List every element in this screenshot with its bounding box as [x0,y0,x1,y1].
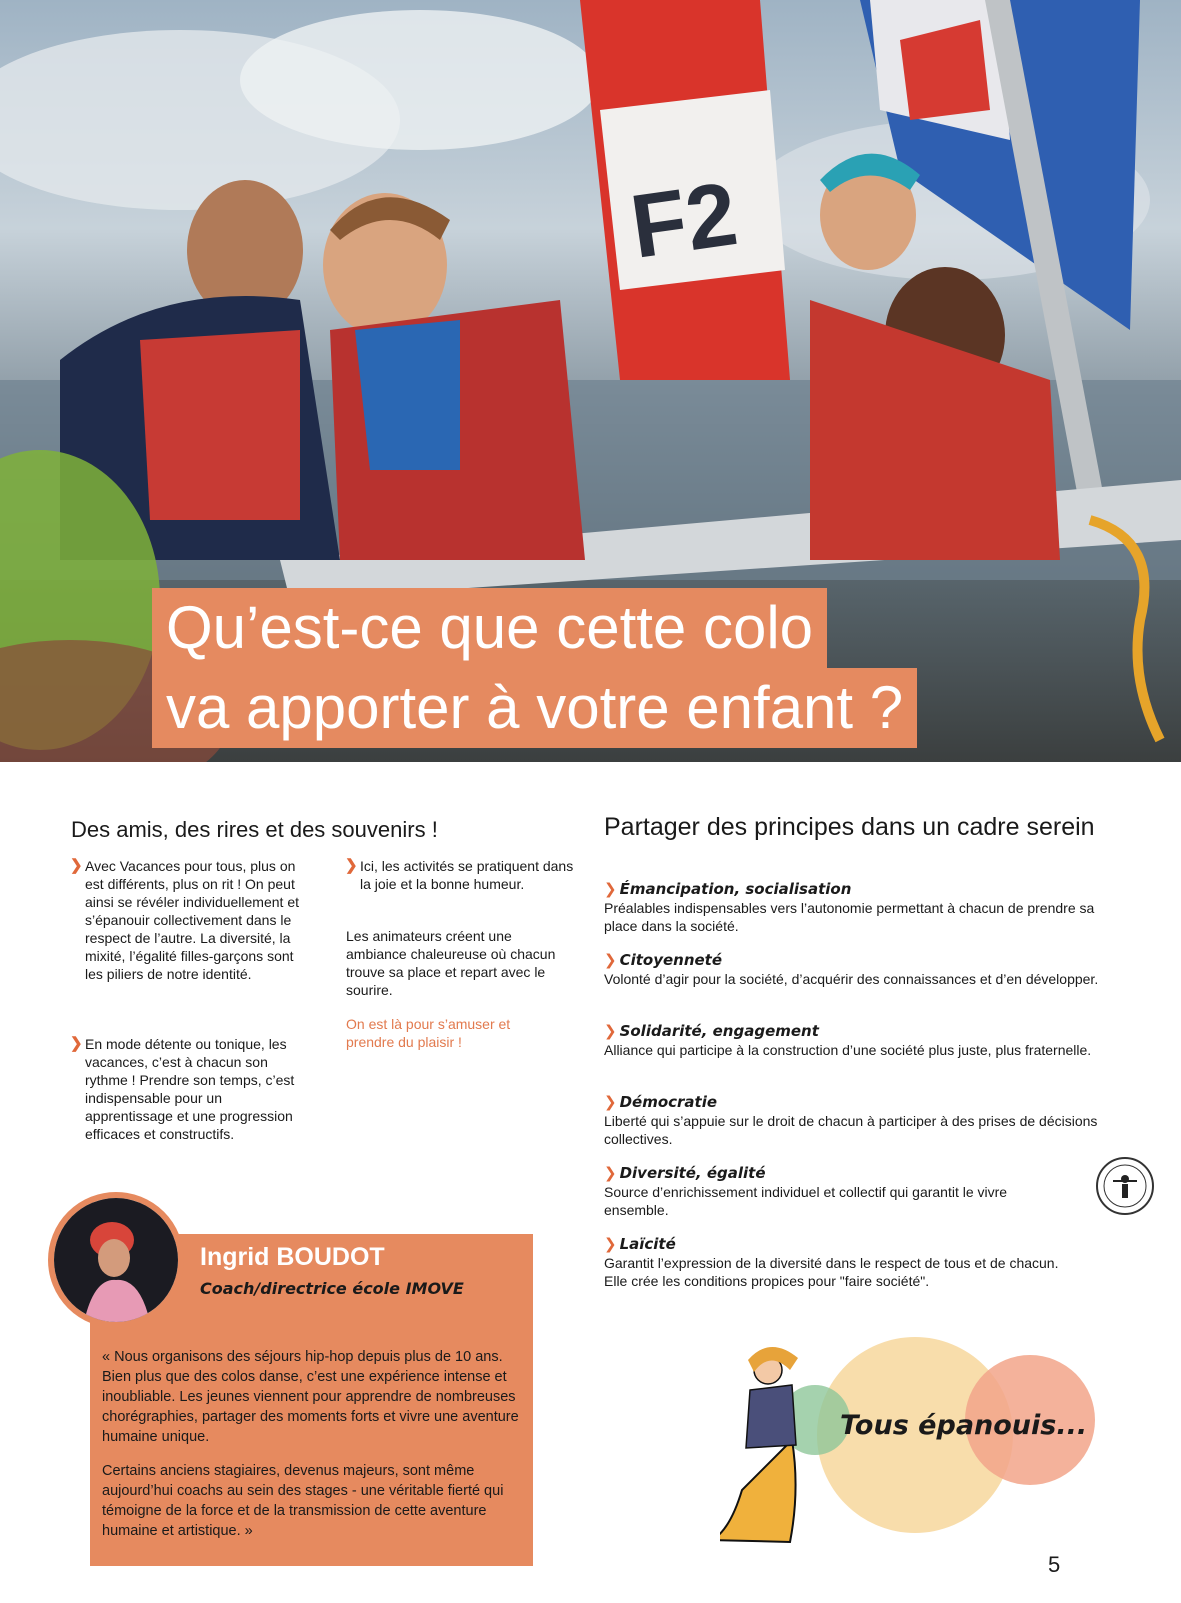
left-col2-para-2: Les animateurs créent une ambiance chaleureuse où chacun trouve sa place et repart avec le sourire. [346,928,556,998]
tous-epanouis-text: Tous épanouis... [840,1410,1088,1441]
left-col2-highlight: On est là pour s’amuser et prendre du plaisir ! [346,1016,511,1050]
testimony-paragraph-1: « Nous organisons des séjours hip-hop depuis plus de 10 ans. Bien plus que des colos danse, c’est une expérience intense et inoubliable. Les jeunes viennent pour apprendre de nombreuses chorégraphies, partager des moments forts et vivre une aventure humaine unique. [102,1349,519,1445]
principle-title: ❯ Diversité, égalité [604,1164,766,1182]
principle-desc: Volonté d’agir pour la société, d’acquérir des connaissances et d’en développer. [604,971,1099,987]
diversity-charter-logo-icon [1096,1157,1154,1215]
principle-desc: Préalables indispensables vers l’autonomie permettant à chacun de prendre sa place dans la société. [604,900,1095,934]
chevron-right-icon: ❯ [70,1035,83,1052]
principle-title: ❯ Solidarité, engagement [604,1022,819,1040]
chevron-right-icon: ❯ [70,857,83,874]
chevron-right-icon: ❯ [604,1164,617,1182]
left-col2-para-1: ❯ Ici, les activités se pratiquent dans la joie et la bonne humeur. [345,857,574,892]
principle-title: ❯ Émancipation, socialisation [604,880,852,898]
chevron-right-icon: ❯ [604,1022,617,1040]
page-number: 5 [1048,1552,1061,1577]
testimony-paragraph-2: Certains anciens stagiaires, devenus majeurs, sont même aujourd’hui coachs au sein des stages - une véritable fierté qui témoigne de la force et de la transmission de cette aventure humaine et artistique. » [102,1463,504,1539]
principle-desc: Liberté qui s’appuie sur le droit de chacun à participer à des prises de décisions collectives. [604,1113,1098,1147]
principle-desc: Source d’enrichissement individuel et collectif qui garantit le vivre ensemble. [604,1184,1008,1218]
principle-desc: Garantit l’expression de la diversité dans le respect de tous et de chacun. Elle crée les conditions propices pour "faire société". [604,1255,1059,1289]
hero-title-line-1: Qu’est-ce que cette colo [152,588,827,668]
principle-title: ❯ Laïcité [604,1235,676,1253]
principle-title: ❯ Démocratie [604,1093,718,1111]
left-section-heading: Des amis, des rires et des souvenirs ! [71,817,438,842]
principle-desc: Alliance qui participe à la construction d’une société plus juste, plus fraternelle. [604,1042,1092,1058]
chevron-right-icon: ❯ [604,951,617,969]
testimony-name: Ingrid BOUDOT [200,1243,385,1271]
hero-title-line-2: va apporter à votre enfant ? [152,668,917,748]
svg-text:F2: F2 [625,164,743,278]
right-section-heading: Partager des principes dans un cadre serein [604,813,1095,841]
left-col1-para-2: ❯ En mode détente ou tonique, les vacances, c’est à chacun son rythme ! Prendre son temps, c’est indispensable pour un apprentissage et une progression efficaces et constructifs. [70,1035,295,1142]
chevron-right-icon: ❯ [604,880,617,898]
avatar [48,1192,184,1328]
left-col1-para-1: ❯ Avec Vacances pour tous, plus on est différents, plus on rit ! On peut ainsi se révéler individuellement et s’épanouir collectivement dans le respect de l’autre. La diversité, la mixité, l’égalité filles-garçons sont les piliers de notre identité. [70,857,299,982]
chevron-right-icon: ❯ [604,1235,617,1253]
testimony-role: Coach/directrice école IMOVE [200,1279,464,1298]
principle-title: ❯ Citoyenneté [604,951,723,969]
chevron-right-icon: ❯ [345,857,358,874]
chevron-right-icon: ❯ [604,1093,617,1111]
